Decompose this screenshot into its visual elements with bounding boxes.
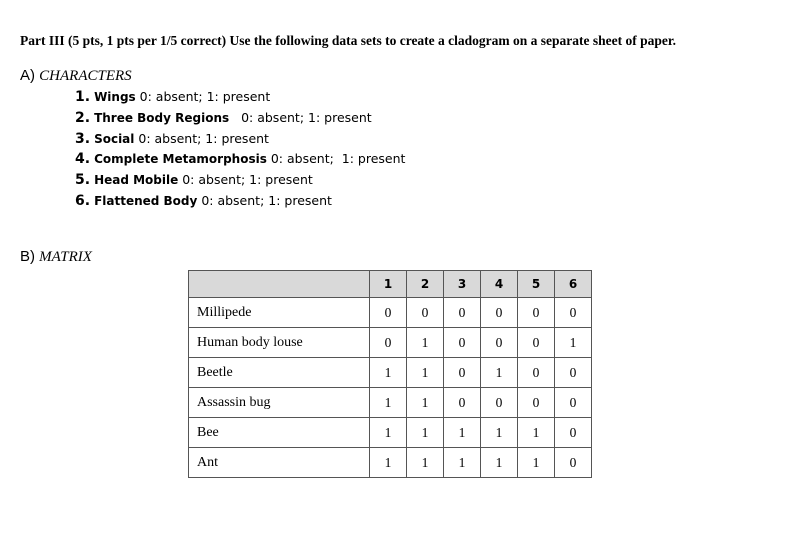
character-number: 4. (75, 151, 91, 168)
characters-list (75, 87, 405, 212)
table-row (189, 358, 592, 388)
matrix-cell: 0 (518, 358, 555, 388)
table-row (189, 448, 592, 478)
character-number: 2. (75, 109, 91, 126)
character-item (75, 129, 405, 150)
table-row (189, 388, 592, 418)
character-name: Three Body Regions (94, 110, 230, 125)
table-row (189, 418, 592, 448)
matrix-cell: 0 (555, 388, 592, 418)
character-item (75, 149, 405, 170)
matrix-cell: 0 (481, 388, 518, 418)
taxon-name: Bee (189, 418, 370, 448)
matrix-cell: 0 (370, 298, 407, 328)
matrix-cell: 0 (407, 298, 444, 328)
matrix-cell: 1 (370, 448, 407, 478)
character-matrix-table (188, 270, 592, 478)
section-b-title: MATRIX (39, 249, 92, 265)
matrix-cell: 1 (481, 448, 518, 478)
part-heading: Part III (5 pts, 1 pts per 1/5 correct) Use the following data sets to create a cladogram on a separate sheet of paper. (20, 33, 677, 48)
taxon-name: Millipede (189, 298, 370, 328)
matrix-cell: 1 (444, 448, 481, 478)
character-states: 0: absent; 1: present (266, 151, 406, 167)
character-states: 0: absent; 1: present (229, 109, 372, 125)
matrix-cell: 1 (481, 358, 518, 388)
character-item (75, 87, 405, 108)
column-header: 6 (555, 271, 592, 298)
column-header: 5 (518, 271, 555, 298)
character-item (75, 191, 405, 212)
character-item (75, 170, 405, 191)
matrix-cell: 0 (555, 418, 592, 448)
table-row (189, 298, 592, 328)
character-number: 1. (75, 89, 91, 105)
matrix-cell: 0 (370, 328, 407, 358)
matrix-cell: 1 (444, 418, 481, 448)
matrix-cell: 0 (481, 328, 518, 358)
table-row (189, 328, 592, 358)
matrix-cell: 1 (481, 418, 518, 448)
character-states: 0: absent; 1: present (197, 192, 332, 208)
taxon-name: Ant (189, 448, 370, 478)
column-header: 3 (444, 271, 481, 298)
matrix-cell: 1 (518, 448, 555, 478)
matrix-cell: 0 (444, 328, 481, 358)
character-states: 0: absent; 1: present (178, 172, 313, 188)
character-states: 0: absent; 1: present (135, 89, 271, 104)
character-name: Wings (94, 90, 136, 104)
matrix-cell: 0 (555, 298, 592, 328)
character-name: Complete Metamorphosis (94, 152, 267, 167)
column-header: 2 (407, 271, 444, 298)
column-header: 4 (481, 271, 518, 298)
matrix-cell: 1 (407, 358, 444, 388)
character-number: 3. (75, 130, 91, 147)
section-b-prefix: B) (20, 248, 35, 265)
matrix-cell: 1 (407, 388, 444, 418)
matrix-cell: 0 (444, 298, 481, 328)
character-name: Flattened Body (94, 193, 198, 208)
character-name: Head Mobile (94, 173, 179, 188)
matrix-cell: 1 (518, 418, 555, 448)
matrix-cell: 0 (518, 328, 555, 358)
character-states: 0: absent; 1: present (134, 130, 269, 146)
matrix-cell: 0 (555, 358, 592, 388)
matrix-cell: 0 (518, 388, 555, 418)
matrix-cell: 1 (407, 418, 444, 448)
section-b-label (20, 248, 92, 266)
taxon-name: Human body louse (189, 328, 370, 358)
character-number: 5. (75, 172, 91, 189)
table-header-row (189, 271, 592, 298)
section-a-prefix: A) (20, 67, 35, 84)
matrix-cell: 0 (444, 358, 481, 388)
taxon-name: Assassin bug (189, 388, 370, 418)
matrix-cell: 1 (370, 388, 407, 418)
matrix-cell: 0 (555, 448, 592, 478)
matrix-cell: 1 (370, 358, 407, 388)
character-number: 6. (75, 192, 91, 209)
matrix-cell: 1 (555, 328, 592, 358)
taxon-name: Beetle (189, 358, 370, 388)
character-item (75, 108, 405, 129)
character-name: Social (94, 131, 135, 146)
header-corner-cell (189, 271, 370, 298)
matrix-cell: 0 (518, 298, 555, 328)
section-a-label (20, 67, 132, 85)
matrix-cell: 0 (481, 298, 518, 328)
matrix-cell: 0 (444, 388, 481, 418)
section-a-title: CHARACTERS (39, 68, 132, 84)
matrix-cell: 1 (370, 418, 407, 448)
matrix-cell: 1 (407, 448, 444, 478)
matrix-cell: 1 (407, 328, 444, 358)
column-header: 1 (370, 271, 407, 298)
